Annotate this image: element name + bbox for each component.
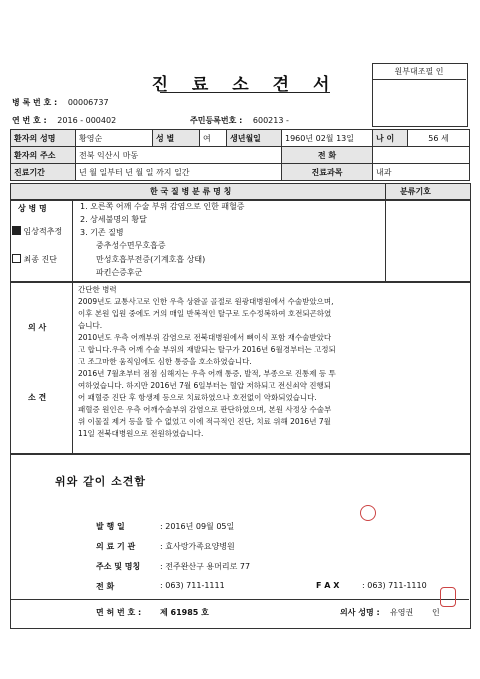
sex-label: 성 별 [153,130,200,147]
opinion-line: 2016년 7월초부터 점점 심해지는 우측 어깨 통증, 발적, 부종으로 진통제 등 투 [78,369,336,378]
opinion-line: 11일 전북대병원으로 전원하였습니다. [78,429,204,438]
phone-label: 전 화 [282,147,373,164]
approval-stamp-label: 원부대조필 인 [394,67,444,76]
diagnosis-line: 중추성수면무호흡증 [96,241,166,250]
age-label: 나 이 [373,130,408,147]
license-number-label: 면 허 번 호 : [96,608,142,617]
institution-phone-value: : 063) 711-1111 [160,581,225,590]
phone-value [373,147,470,164]
clinical-estimate-label: 임상적추정 [23,227,63,236]
diagnosis-section-label: 상 병 명 [18,204,47,213]
serial-number-label: 연 번 호 : [12,116,47,125]
department-label: 진료과목 [282,164,373,181]
diagnosis-header-label: 한 국 질 병 분 류 명 칭 [150,187,232,196]
opinion-line: 2009년도 교통사고로 인한 우측 상완골 골절로 원광대병원에서 수술받았으며, [78,297,334,306]
issue-date-label: 발 행 일 [96,522,125,531]
patient-name-label: 환자의 성명 [11,130,76,147]
rrn-row [190,115,289,126]
record-number-label: 병 록 번 호 : [12,98,58,107]
rrn-value: 600213 - [252,116,289,125]
opinion-line: 2010년도 우측 어깨부위 감염으로 전북대병원에서 뼈이식 포함 재수술받았다 [78,333,332,342]
doctor-name-value: 유영권 [390,608,414,617]
department-value: 내과 [373,164,470,181]
diagnosis-line: 3. 기존 질병 [80,228,124,237]
opinion-divider [72,281,73,453]
checkbox-empty-icon [12,254,21,263]
rrn-label: 주민등록번호 : [190,116,243,125]
opinion-line: 고 합니다.우측 어깨 수술 부위의 재발되는 탈구가 2016년 6월경부터는 고정되 [78,345,336,354]
opinion-line: 간단한 병력 [78,285,117,294]
age-value: 56 세 [408,130,470,147]
address-value: 전북 익산시 마동 [76,147,282,164]
doctor-seal-mark: 인 [432,608,440,617]
final-diagnosis-label: 최종 진단 [23,255,58,264]
opinion-label-bottom: 소 견 [28,393,47,402]
dob-label: 생년월일 [227,130,282,147]
diagnosis-line: 2. 상세불명의 황달 [80,215,147,224]
institution-value: : 효사랑가족요양병원 [160,542,235,551]
doctor-name-label: 의사 성명 : [340,608,380,617]
diagnosis-divider-left [72,199,73,281]
fax-value: : 063) 711-1110 [362,581,427,590]
footer-divider [10,599,469,600]
attestation-statement: 위와 같이 소견함 [55,475,147,488]
opinion-line: 이후 본원 입원 중에도 거의 매일 반복적인 탈구로 도수정복하여 호전되곤하였 [78,309,332,318]
record-number-row [12,97,109,108]
doctor-seal-icon [440,587,456,607]
opinion-line: 어 패혈증 진단 후 항생제 등으로 치료하였으나 호전없이 악화되었습니다. [78,393,317,402]
checkbox-checked-icon [12,226,21,235]
institution-phone-label: 전 화 [96,582,115,591]
diagnosis-line: 1. 오른쪽 어깨 수술 부위 감염으로 인한 패혈증 [80,202,245,211]
license-number-value: 제 61985 호 [160,608,209,617]
diagnosis-code-header: 분류기호 [400,187,431,196]
patient-info-table [10,129,470,181]
opinion-line: 패혈증 원인은 우측 어깨수술부위 감염으로 판단하였으며, 본원 사정상 수술부 [78,405,332,414]
record-number-value: 00006737 [67,98,109,107]
dob-value: 1960년 02월 13일 [282,130,373,147]
opinion-line: 위 이물질 제거 등을 할 수 없었고 이에 적극적인 진단, 치료 위해 2016년 7월 [78,417,331,426]
institution-seal-icon [360,505,376,521]
title-underline [160,92,330,93]
address-label: 환자의 주소 [11,147,76,164]
issue-date-value: : 2016년 09월 05일 [160,522,235,531]
opinion-label-top: 의 사 [28,323,47,332]
period-value: 년 월 일부터 년 월 일 까지 일간 [76,164,282,181]
serial-number-value: 2016 - 000402 [57,116,117,125]
document-title: 진 료 소 견 서 [151,75,339,95]
institution-address-label: 주소 및 명칭 [96,562,141,571]
serial-number-row [12,115,116,126]
fax-label: F A X [316,581,340,590]
final-diagnosis-option [12,254,57,265]
approval-stamp-divider [372,79,466,80]
institution-address-value: : 전주완산구 용머리로 77 [160,562,251,571]
sex-value: 여 [200,130,227,147]
opinion-line: 습니다. [78,321,103,330]
diagnosis-line: 만성호흡부전증(기계호흡 상태) [96,255,206,264]
opinion-line: 고 조그마한 움직임에도 심한 통증을 호소하였습니다. [78,357,252,366]
diagnosis-divider-right [385,183,386,281]
period-label: 진료기간 [11,164,76,181]
opinion-line: 여하였습니다. 하지만 2016년 7월 6일부터는 혈압 저하되고 전신쇠약 진행되 [78,381,331,390]
patient-name-value: 황영순 [76,130,153,147]
diagnosis-line: 파킨슨증후군 [96,268,143,277]
institution-label: 의 료 기 관 [96,542,136,551]
clinical-estimate-option [12,226,62,237]
